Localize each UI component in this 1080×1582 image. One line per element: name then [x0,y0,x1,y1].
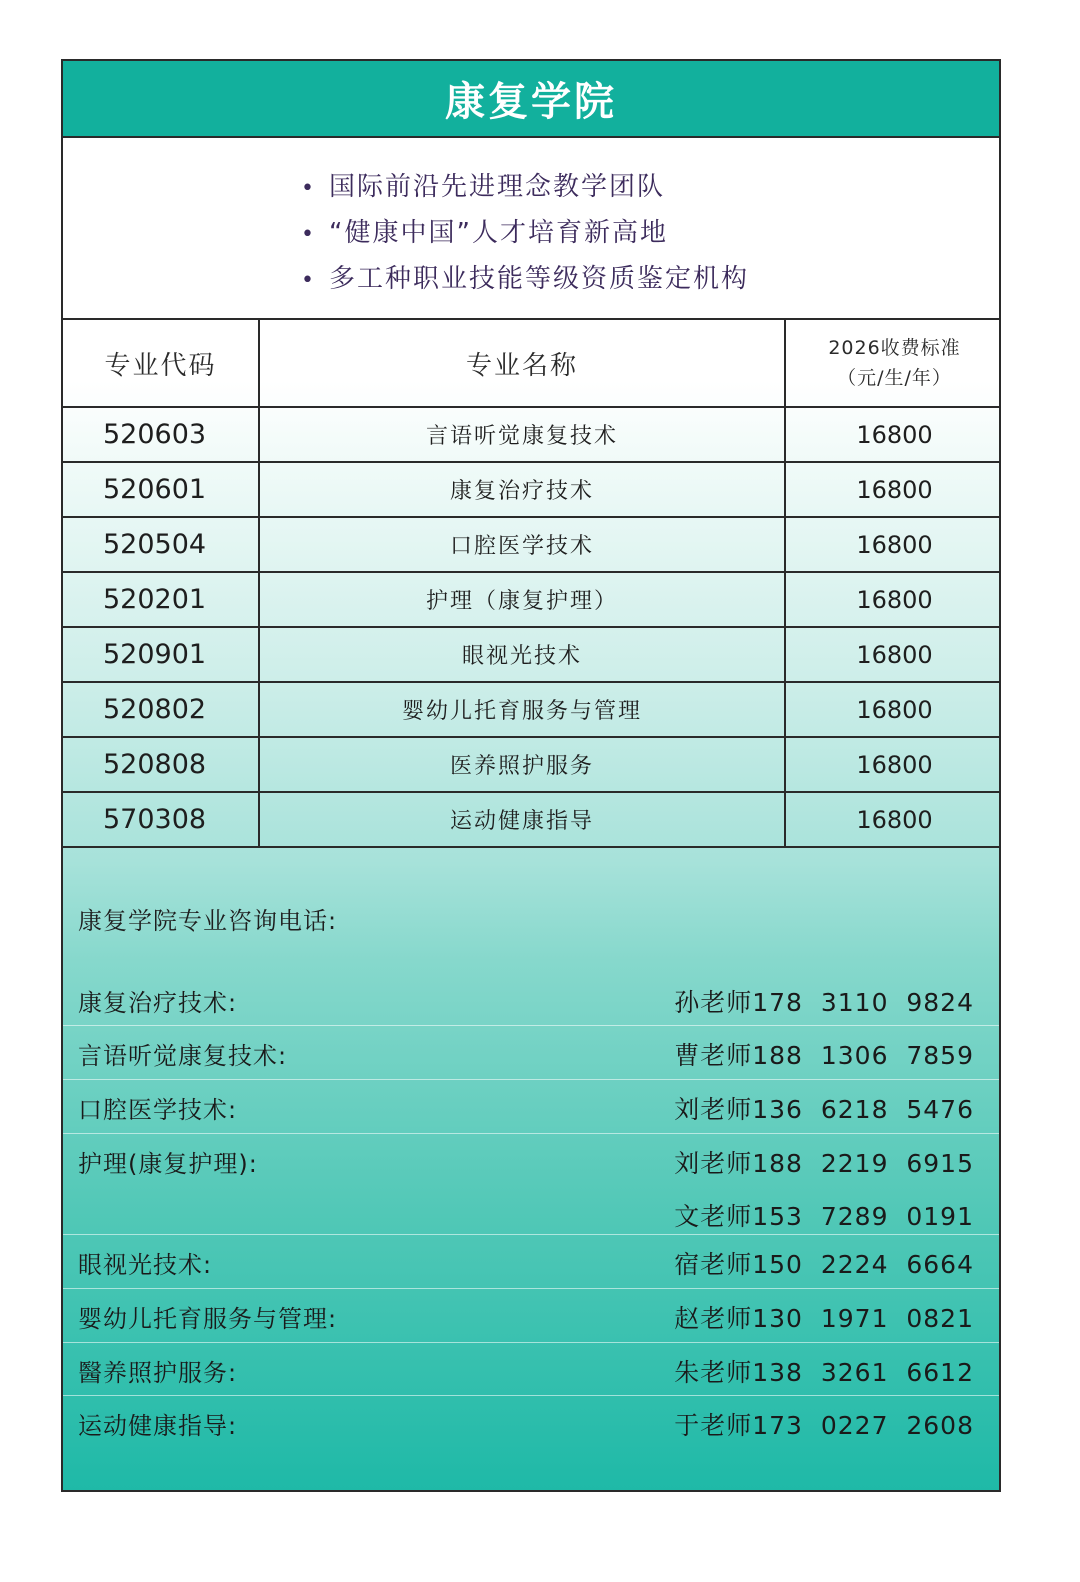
college-card [61,59,1001,1492]
table-row [63,682,1001,737]
major-name: 康复治疗技术 [259,462,785,517]
feature-item [301,166,665,203]
table-row [63,792,1001,847]
contact-major: 婴幼儿托育服务与管理: [78,1305,338,1333]
major-code: 520603 [63,407,259,462]
contact-phone: 文老师153 7289 0191 [674,1202,974,1231]
header-fee-line2: （元/生/年） [837,367,952,389]
contact-phone: 刘老师188 2219 6915 [674,1149,974,1178]
contact-major: 运动健康指导: [78,1412,238,1440]
contact-phone: 朱老师138 3261 6612 [674,1358,974,1387]
feature-item [301,258,749,295]
major-name: 医养照护服务 [259,737,785,792]
contact-row [63,1289,999,1343]
contact-row [63,973,999,1026]
major-name: 运动健康指导 [259,792,785,847]
contact-phone: 于老师173 0227 2608 [674,1411,974,1440]
contact-phone: 刘老师136 6218 5476 [674,1095,974,1124]
contact-row [63,1026,999,1080]
major-name: 婴幼儿托育服务与管理 [259,682,785,737]
major-name: 眼视光技术 [259,627,785,682]
fee-table [63,320,1001,848]
bullet-icon: • [301,268,316,293]
contact-row [63,1134,999,1235]
header-name: 专业名称 [259,320,785,407]
major-fee: 16800 [785,462,1001,517]
major-fee: 16800 [785,682,1001,737]
header-bar [63,61,999,138]
contact-row [63,1396,999,1456]
contact-phone: 宿老师150 2224 6664 [674,1250,974,1279]
contact-title: 康复学院专业咨询电话: [78,907,338,935]
header-code: 专业代码 [63,320,259,407]
contact-major: 眼视光技术: [78,1251,213,1279]
major-fee: 16800 [785,627,1001,682]
major-fee: 16800 [785,792,1001,847]
major-fee: 16800 [785,517,1001,572]
contact-major: 护理(康复护理): [78,1150,258,1178]
major-code: 520808 [63,737,259,792]
table-row [63,737,1001,792]
contact-major: 口腔医学技术: [78,1096,238,1124]
table-row [63,407,1001,462]
contact-row [63,1080,999,1134]
header-fee [785,320,1001,407]
contact-phone: 曹老师188 1306 7859 [674,1041,974,1070]
table-row [63,462,1001,517]
major-code: 520201 [63,572,259,627]
contact-row [63,1343,999,1396]
bullet-icon: • [301,176,316,201]
table-row [63,517,1001,572]
feature-text: 国际前沿先进理念教学团队 [329,172,666,202]
table-row [63,627,1001,682]
bullet-icon: • [301,222,316,247]
major-name: 护理（康复护理） [259,572,785,627]
table-header-row [63,320,1001,407]
major-code: 520601 [63,462,259,517]
feature-text: 多工种职业技能等级资质鉴定机构 [329,264,750,294]
feature-text: “健康中国”人才培育新高地 [329,218,668,248]
major-fee: 16800 [785,572,1001,627]
major-code: 520901 [63,627,259,682]
major-fee: 16800 [785,737,1001,792]
contact-phone: 孙老师178 3110 9824 [674,988,974,1017]
major-code: 520504 [63,517,259,572]
table-row [63,572,1001,627]
contact-row [63,1235,999,1289]
contact-major: 言语听觉康复技术: [78,1042,288,1070]
feature-list [63,138,999,320]
feature-item [301,212,668,249]
contact-phone: 赵老师130 1971 0821 [674,1304,974,1333]
header-fee-line1: 2026收费标准 [828,337,961,359]
contact-major: 醫养照护服务: [78,1359,238,1387]
major-code: 520802 [63,682,259,737]
major-fee: 16800 [785,407,1001,462]
major-name: 言语听觉康复技术 [259,407,785,462]
contact-major: 康复治疗技术: [78,989,238,1017]
major-code: 570308 [63,792,259,847]
page-title: 康复学院 [445,79,617,125]
major-name: 口腔医学技术 [259,517,785,572]
